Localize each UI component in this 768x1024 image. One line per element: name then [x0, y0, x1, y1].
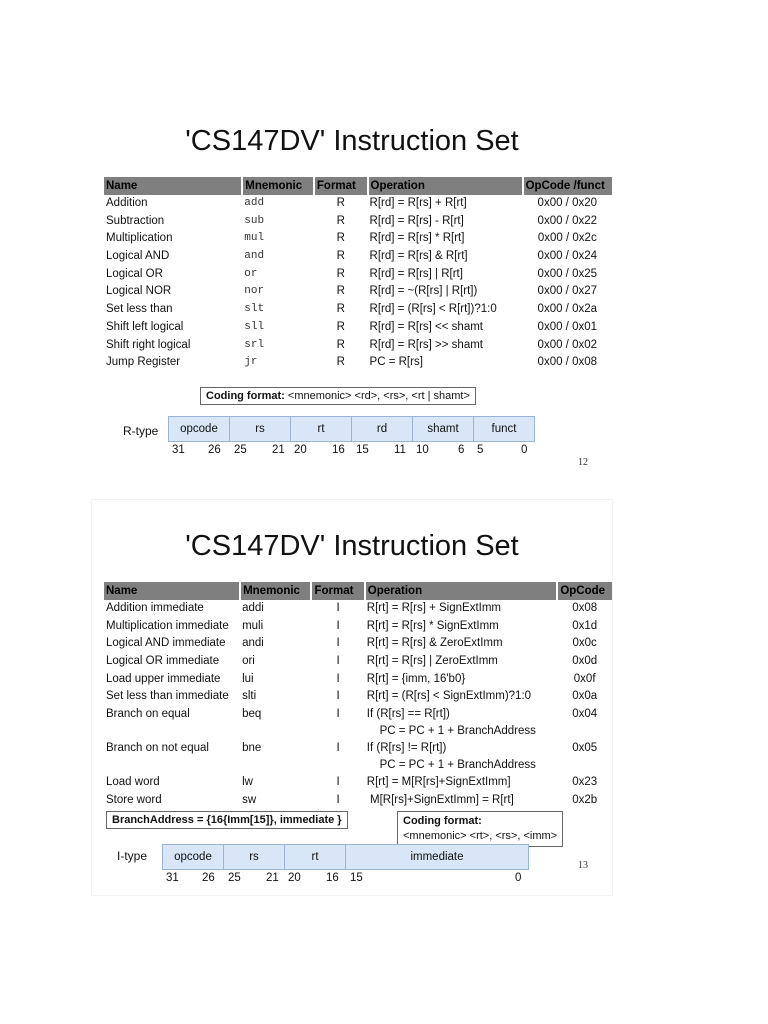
- table-row: [104, 319, 612, 337]
- cell-format: R: [336, 303, 345, 316]
- cell-mnemonic: and: [244, 250, 265, 263]
- cell-name: Load word: [106, 776, 160, 789]
- table-row: [104, 688, 612, 706]
- cell-name: Set less than immediate: [106, 690, 229, 703]
- cell-operation: If (R[rs] != R[rt]) PC = PC + 1 + BranchAddress: [366, 742, 536, 772]
- bit-positions: [92, 444, 612, 460]
- table-row: [104, 354, 612, 372]
- cell-mnemonic: muli: [242, 619, 264, 632]
- cell-opcode: 0x00 / 0x25: [537, 267, 598, 280]
- cell-opcode: 0x04: [572, 708, 598, 721]
- bit-label: 0: [521, 444, 528, 456]
- column-header-operation: Operation: [365, 582, 558, 600]
- cell-format: I: [336, 690, 340, 703]
- cell-name: Branch on equal: [106, 708, 190, 721]
- table-row: [104, 792, 612, 810]
- cell-opcode: 0x00 / 0x01: [537, 320, 598, 333]
- column-header-format: Format: [311, 582, 364, 600]
- bit-label: 11: [394, 444, 406, 456]
- field-opcode: opcode: [163, 845, 224, 869]
- cell-opcode: 0x00 / 0x2a: [537, 303, 598, 316]
- slide-i-type: [92, 500, 612, 895]
- field-rt: rt: [285, 845, 346, 869]
- slide-r-type: [92, 95, 612, 485]
- cell-format: R: [336, 197, 345, 209]
- bit-label: 10: [416, 444, 429, 456]
- cell-format: R: [336, 356, 345, 369]
- cell-mnemonic: mul: [244, 232, 265, 245]
- cell-mnemonic: srl: [244, 338, 265, 351]
- cell-name: Multiplication immediate: [106, 619, 229, 632]
- table-row: [104, 248, 612, 266]
- cell-name: Subtraction: [106, 214, 165, 227]
- cell-mnemonic: sw: [242, 793, 257, 806]
- bit-label: 21: [272, 444, 285, 456]
- table-row: [104, 671, 612, 689]
- cell-operation: R[rd] = R[rs] << shamt: [369, 320, 483, 333]
- cell-opcode: 0x0c: [572, 637, 597, 650]
- cell-name: Load upper immediate: [106, 672, 221, 685]
- cell-name: Logical AND immediate: [106, 637, 226, 650]
- cell-name: Shift left logical: [106, 320, 184, 333]
- cell-opcode: 0x00 / 0x08: [537, 356, 598, 369]
- column-header-opcode: OpCode /funct: [523, 177, 612, 195]
- table-row: [104, 774, 612, 792]
- cell-opcode: 0x00 / 0x27: [537, 285, 598, 298]
- table-row: [104, 337, 612, 355]
- coding-format-text: <mnemonic> <rd>, <rs>, <rt | shamt>: [287, 390, 470, 402]
- cell-mnemonic: sub: [244, 214, 265, 227]
- cell-format: I: [336, 708, 340, 721]
- cell-opcode: 0x0a: [572, 690, 598, 703]
- cell-operation: R[rd] = R[rs] >> shamt: [369, 338, 483, 351]
- cell-name: Logical OR immediate: [106, 655, 220, 668]
- cell-operation: R[rd] = R[rs] * R[rt]: [369, 232, 465, 245]
- cell-opcode: 0x00 / 0x24: [537, 250, 598, 263]
- field-rs: rs: [224, 845, 285, 869]
- bit-positions: [92, 872, 612, 888]
- cell-format: R: [336, 267, 345, 280]
- bit-label: 26: [202, 872, 215, 884]
- cell-opcode: 0x08: [572, 602, 598, 614]
- table-row: [104, 283, 612, 301]
- cell-name: Set less than: [106, 303, 173, 316]
- bit-label: 5: [477, 444, 484, 456]
- coding-format-box: [200, 387, 476, 405]
- cell-format: I: [336, 742, 340, 755]
- cell-operation: R[rt] = {imm, 16'b0}: [366, 672, 466, 685]
- field-rd: rd: [352, 417, 413, 441]
- bit-label: 31: [166, 872, 179, 884]
- bit-label: 16: [332, 444, 345, 456]
- cell-format: I: [336, 776, 340, 789]
- cell-mnemonic: addi: [242, 602, 264, 614]
- format-type-label: R-type: [123, 424, 159, 438]
- cell-name: Shift right logical: [106, 338, 191, 351]
- cell-mnemonic: or: [244, 267, 258, 280]
- cell-mnemonic: ori: [242, 655, 255, 668]
- cell-mnemonic: nor: [244, 285, 265, 298]
- table-row: [104, 706, 612, 740]
- instruction-table: [104, 177, 612, 372]
- bit-label: 20: [288, 872, 301, 884]
- cell-opcode: 0x05: [572, 742, 598, 755]
- cell-opcode: 0x23: [572, 776, 598, 789]
- field-opcode: opcode: [169, 417, 230, 441]
- cell-opcode: 0x00 / 0x02: [537, 338, 598, 351]
- cell-format: R: [336, 250, 345, 263]
- bit-label: 6: [458, 444, 465, 456]
- cell-opcode: 0x0f: [573, 672, 596, 685]
- field-rs: rs: [230, 417, 291, 441]
- bit-label: 0: [515, 872, 522, 884]
- instruction-table: [104, 582, 612, 810]
- format-type-label: I-type: [117, 849, 148, 863]
- column-header-mnemonic: Mnemonic: [240, 582, 311, 600]
- cell-operation: R[rt] = M[R[rs]+SignExtImm]: [366, 776, 511, 789]
- cell-opcode: 0x00 / 0x2c: [537, 232, 597, 245]
- field-layout: [168, 416, 535, 442]
- table-row: [104, 635, 612, 653]
- column-header-opcode: OpCode: [557, 582, 612, 600]
- cell-operation: R[rt] = (R[rs] < SignExtImm)?1:0: [366, 690, 532, 703]
- cell-format: I: [336, 672, 340, 685]
- cell-mnemonic: add: [244, 197, 265, 209]
- column-header-mnemonic: Mnemonic: [242, 177, 314, 195]
- table-row: [104, 301, 612, 319]
- cell-format: I: [336, 602, 340, 614]
- cell-format: I: [336, 619, 340, 632]
- cell-format: I: [336, 637, 340, 650]
- slide-title: 'CS147DV' Instruction Set: [185, 125, 519, 157]
- page-number: 12: [578, 457, 588, 468]
- cell-name: Logical OR: [106, 267, 163, 280]
- cell-opcode: 0x00 / 0x22: [537, 214, 598, 227]
- cell-operation: R[rt] = R[rs] & ZeroExtImm: [366, 637, 503, 650]
- cell-opcode: 0x00 / 0x20: [537, 197, 598, 209]
- cell-name: Multiplication: [106, 232, 173, 245]
- cell-mnemonic: lw: [242, 776, 253, 789]
- bit-label: 15: [356, 444, 369, 456]
- column-header-format: Format: [314, 177, 368, 195]
- cell-operation: R[rd] = R[rs] + R[rt]: [369, 197, 467, 209]
- cell-format: R: [336, 338, 345, 351]
- table-row: [104, 600, 612, 618]
- column-header-name: Name: [104, 177, 242, 195]
- cell-operation: R[rt] = R[rs] | ZeroExtImm: [366, 655, 498, 668]
- cell-name: Logical AND: [106, 250, 170, 263]
- cell-format: I: [336, 655, 340, 668]
- table-row: [104, 618, 612, 636]
- bit-label: 31: [172, 444, 185, 456]
- bit-label: 20: [294, 444, 307, 456]
- cell-opcode: 0x0d: [572, 655, 598, 668]
- cell-operation: R[rt] = R[rs] * SignExtImm: [366, 619, 499, 632]
- field-shamt: shamt: [413, 417, 474, 441]
- cell-mnemonic: bne: [242, 742, 262, 755]
- coding-format-label: Coding format:: [403, 815, 482, 827]
- field-funct: funct: [491, 423, 517, 435]
- bit-label: 16: [326, 872, 339, 884]
- cell-operation: If (R[rs] == R[rt]) PC = PC + 1 + BranchAddress: [366, 708, 536, 738]
- cell-operation: R[rd] = R[rs] - R[rt]: [369, 214, 464, 227]
- cell-name: Logical NOR: [106, 285, 172, 298]
- bit-label: 15: [350, 872, 363, 884]
- table-row: [104, 230, 612, 248]
- bit-label: 26: [208, 444, 221, 456]
- cell-operation: R[rd] = R[rs] | R[rt]: [369, 267, 463, 280]
- bit-label: 21: [266, 872, 279, 884]
- table-row: [104, 740, 612, 774]
- coding-format-label: Coding format:: [206, 390, 285, 402]
- cell-name: Store word: [106, 793, 162, 806]
- bit-label: 25: [234, 444, 247, 456]
- cell-name: Addition: [106, 197, 148, 209]
- cell-operation: R[rd] = R[rs] & R[rt]: [369, 250, 468, 263]
- slide-title: 'CS147DV' Instruction Set: [185, 530, 519, 562]
- cell-mnemonic: sll: [244, 320, 265, 333]
- cell-mnemonic: andi: [242, 637, 264, 650]
- field-immediate: immediate: [410, 851, 464, 863]
- cell-mnemonic: slti: [242, 690, 257, 703]
- coding-format-box: [397, 811, 563, 847]
- table-row: [104, 653, 612, 671]
- field-layout: [162, 844, 529, 870]
- cell-operation: R[rd] = ~(R[rs] | R[rt]): [369, 285, 478, 298]
- cell-mnemonic: jr: [244, 356, 258, 369]
- cell-mnemonic: lui: [242, 672, 254, 685]
- cell-format: R: [336, 285, 345, 298]
- cell-operation: PC = R[rs]: [369, 356, 423, 369]
- cell-operation: M[R[rs]+SignExtImm] = R[rt]: [366, 793, 514, 806]
- cell-format: R: [336, 320, 345, 333]
- coding-format-text: <mnemonic> <rt>, <rs>, <imm>: [403, 830, 558, 842]
- table-row: [104, 266, 612, 284]
- cell-opcode: 0x2b: [572, 793, 598, 806]
- column-header-operation: Operation: [368, 177, 523, 195]
- table-row: [104, 213, 612, 231]
- cell-name: Jump Register: [106, 356, 181, 369]
- cell-operation: R[rd] = (R[rs] < R[rt])?1:0: [369, 303, 497, 316]
- page-number: 13: [578, 860, 588, 871]
- cell-opcode: 0x1d: [572, 619, 598, 632]
- cell-operation: R[rt] = R[rs] + SignExtImm: [366, 602, 501, 614]
- cell-format: R: [336, 232, 345, 245]
- cell-format: R: [336, 214, 345, 227]
- column-header-name: Name: [104, 582, 240, 600]
- cell-mnemonic: slt: [244, 303, 265, 316]
- table-row: [104, 195, 612, 213]
- cell-name: Addition immediate: [106, 602, 204, 614]
- bit-label: 25: [228, 872, 241, 884]
- cell-name: Branch on not equal: [106, 742, 209, 755]
- field-rt: rt: [291, 417, 352, 441]
- cell-format: I: [336, 793, 340, 806]
- cell-mnemonic: beq: [242, 708, 262, 721]
- branch-address-box: BranchAddress = {16{Imm[15]}, immediate }: [106, 811, 348, 829]
